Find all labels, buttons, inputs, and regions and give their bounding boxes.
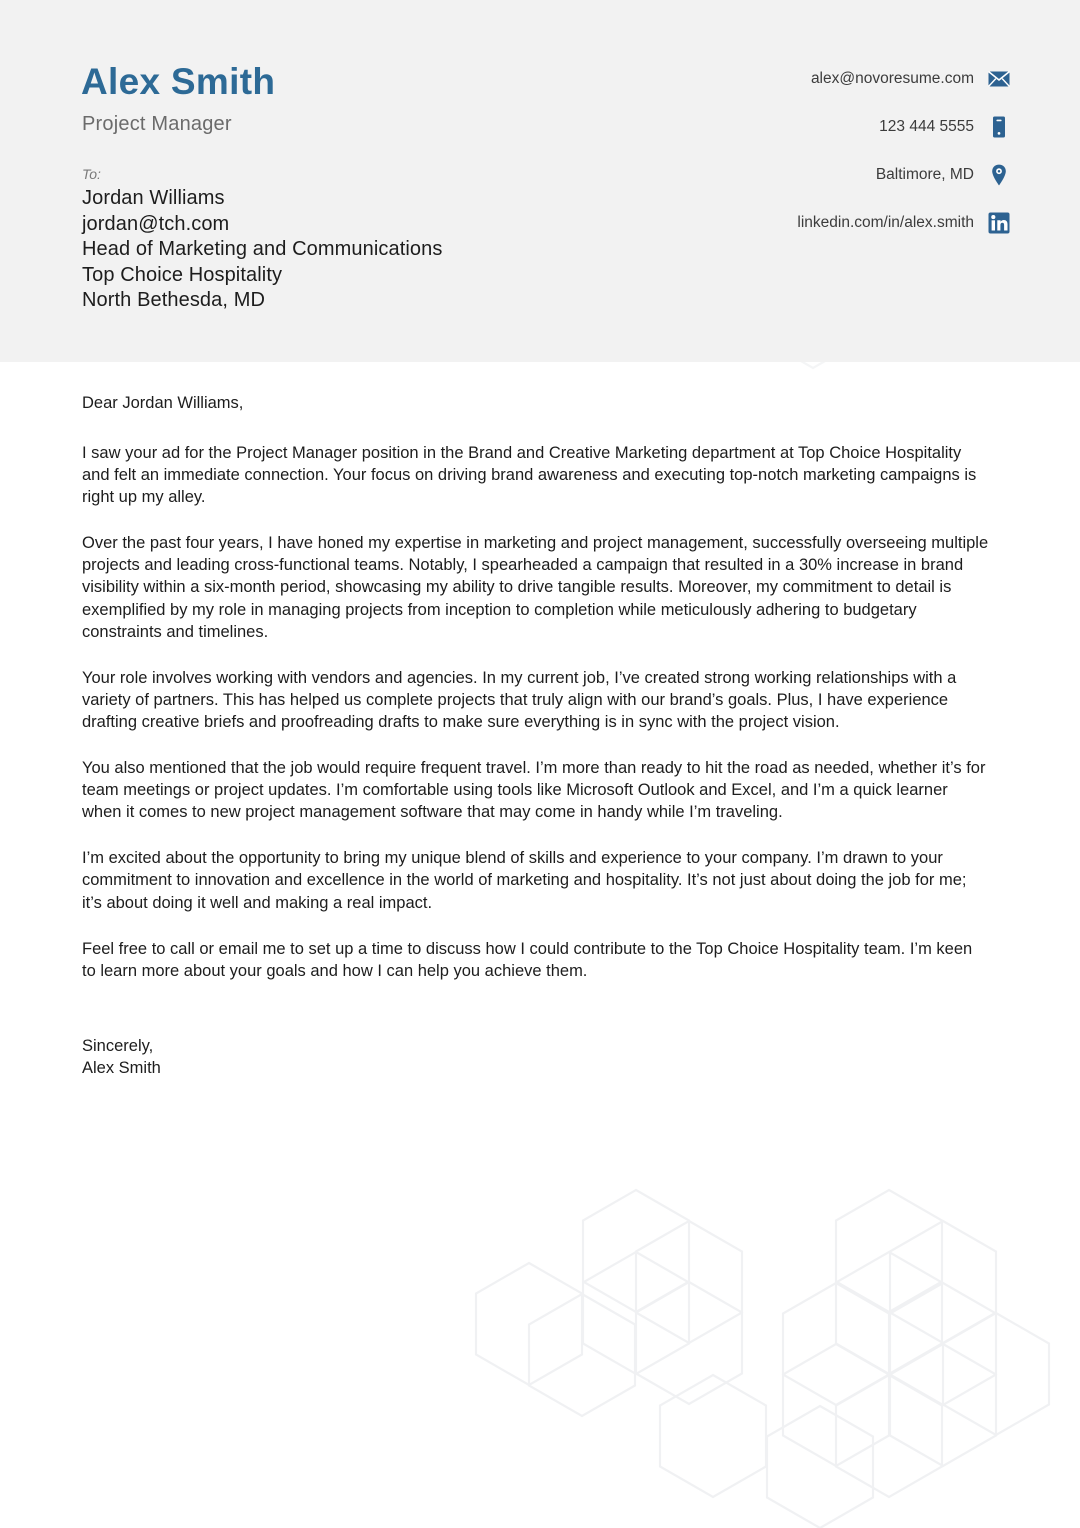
job-title: Project Manager [82, 113, 232, 135]
recipient-company: Top Choice Hospitality [82, 263, 283, 286]
letter-paragraph: Your role involves working with vendors and agencies. In my current job, I’ve created strong working relationships with a variety of partners. This has helped us complete projects that truly align with our brand’s goals. Plus, I have experience drafting creative briefs and proofreading drafts to make sure everything is in sync with the project vision. [82, 668, 957, 731]
recipient-email: jordan@tch.com [82, 212, 230, 235]
sign-off: Sincerely, [82, 1036, 154, 1055]
hexagon-cluster-right [660, 1190, 1049, 1528]
letter-closing [82, 1035, 990, 1079]
phone-icon [988, 116, 1010, 138]
letter-body [82, 392, 990, 1079]
location-pin-icon [988, 164, 1010, 186]
contact-email-row [590, 62, 1010, 96]
recipient-block [82, 186, 442, 314]
letter-paragraph: I saw your ad for the Project Manager position in the Brand and Creative Marketing department at Top Choice Hospitality and felt an immediate connection. Your focus on driving brand awareness and executing top-notch marketing campaigns is right up my alley. [82, 444, 977, 507]
salutation: Dear Jordan Williams, [82, 394, 244, 412]
letter-paragraph: Over the past four years, I have honed my expertise in marketing and project management, successfully overseeing multiple projects and leading cross-functional teams. Notably, I spearheaded a campaign that resulted in a 30% increase in brand visibility within a six-month period, showcasing my ability to drive tangible results. Moreover, my commitment to detail is exemplified by my role in managing projects from inception to completion while meticulously adhering to budgetary constraints and timelines. [82, 534, 989, 641]
contact-phone-row [590, 110, 1010, 144]
linkedin-icon [988, 212, 1010, 234]
contact-location-row [590, 158, 1010, 192]
letter-paragraph: I’m excited about the opportunity to bring my unique blend of skills and experience to your company. I’m drawn to your commitment to innovation and excellence in the world of marketing and hospitality. It’s not just about doing the job for me; it’s about doing it well and making a real impact. [82, 849, 967, 912]
contact-list [590, 62, 1010, 254]
contact-location-text: Baltimore, MD [875, 166, 974, 183]
contact-phone-text: 123 444 5555 [879, 118, 974, 135]
letter-paragraph: Feel free to call or email me to set up a time to discuss how I could contribute to the Top Choice Hospitality team. I’m keen to learn more about your goals and how I can help you achieve them. [82, 939, 973, 980]
contact-linkedin-row [590, 206, 1010, 240]
header [0, 0, 1080, 362]
letter-paragraph: You also mentioned that the job would require frequent travel. I’m more than ready to hit the road as needed, whether it’s for team meetings or project updates. I’m comfortable using tools like Microsoft Outlook and Excel, and I’m a quick learner when it comes to new project management software that may come in handy while I’m traveling. [82, 759, 986, 822]
signature-name: Alex Smith [82, 1058, 161, 1077]
recipient-location: North Bethesda, MD [82, 289, 265, 312]
contact-email-text: alex@novoresume.com [810, 70, 974, 87]
hexagon-cluster-left [476, 1190, 742, 1416]
recipient-position: Head of Marketing and Communications [82, 238, 443, 261]
recipient-name: Jordan Williams [82, 187, 225, 209]
contact-linkedin-text: linkedin.com/in/alex.smith [797, 214, 974, 231]
page-title: Alex Smith [81, 61, 276, 102]
to-label: To: [82, 166, 101, 182]
envelope-icon [988, 68, 1010, 90]
